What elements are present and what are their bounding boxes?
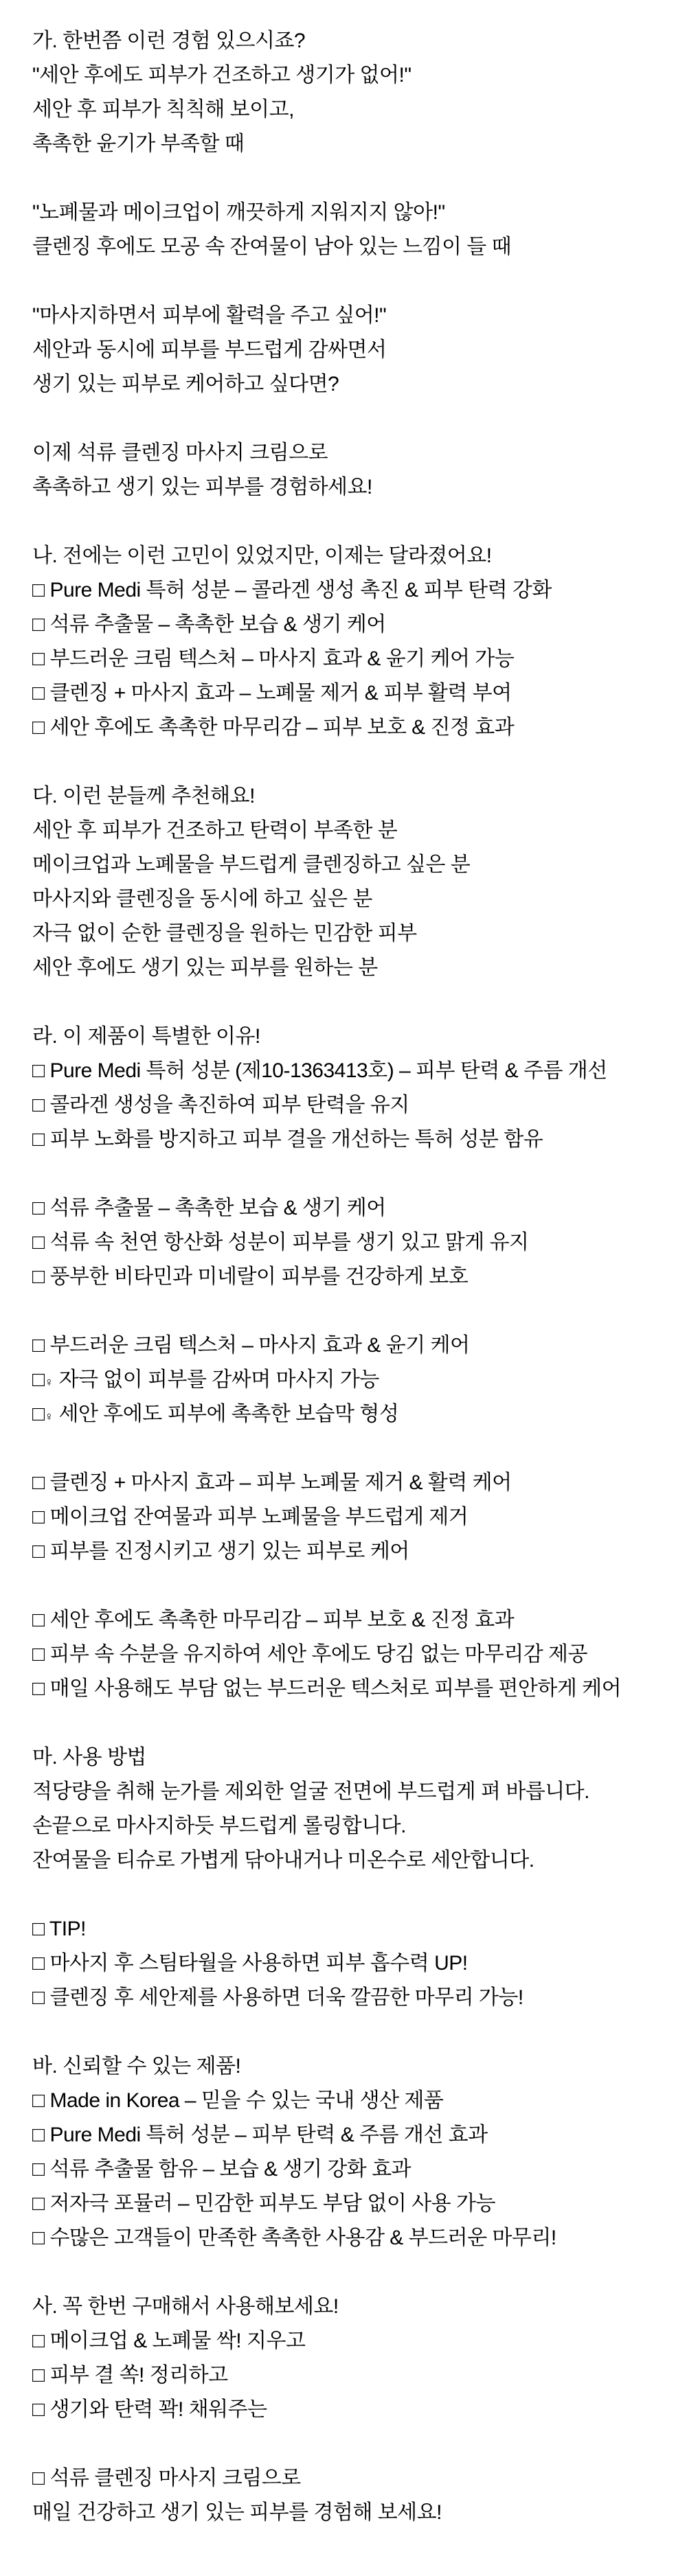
text-line: 마사지와 클렌징을 동시에 하고 싶은 분 [32, 888, 372, 910]
text-line: 손끝으로 마사지하듯 부드럽게 롤링합니다. [32, 1815, 406, 1837]
text-line: □ 석류 클렌징 마사지 크림으로 [32, 2467, 301, 2489]
text-line: 세안 후 피부가 건조하고 탄력이 부족한 분 [32, 819, 398, 842]
text-line: 바. 신뢰할 수 있는 제품! [32, 2055, 241, 2078]
text-line: 나. 전에는 이런 고민이 있었지만, 이제는 달라졌어요! [32, 544, 492, 567]
paragraph-block [32, 2049, 677, 2255]
text-line: □ 석류 추출물 – 촉촉한 보습 & 생기 케어 [32, 613, 386, 636]
text-line: 다. 이런 분들께 추천해요! [32, 785, 255, 807]
text-line: □ 세안 후에도 촉촉한 마무리감 – 피부 보호 & 진정 효과 [32, 1609, 515, 1631]
text-line: □ 마사지 후 스팀타월을 사용하면 피부 흡수력 UP! [32, 1952, 468, 1975]
text-line: 사. 꼭 한번 구매해서 사용해보세요! [32, 2295, 339, 2318]
text-line: □ 저자극 포뮬러 – 민감한 피부도 부담 없이 사용 가능 [32, 2192, 495, 2215]
paragraph-block [32, 24, 677, 161]
paragraph-block [32, 1912, 677, 2015]
text-line: "세안 후에도 피부가 건조하고 생기가 없어!" [32, 64, 412, 87]
paragraph-block [32, 779, 677, 985]
paragraph-block [32, 1020, 677, 1157]
paragraph-block [32, 299, 677, 402]
text-line: □ 부드러운 크림 텍스처 – 마사지 효과 & 윤기 케어 [32, 1334, 470, 1357]
text-line: 세안 후에도 생기 있는 피부를 원하는 분 [32, 956, 378, 979]
text-line: □ 콜라겐 생성을 촉진하여 피부 탄력을 유지 [32, 1094, 409, 1116]
text-line: □ 메이크업 잔여물과 피부 노폐물을 부드럽게 제거 [32, 1506, 469, 1528]
text-line: "마사지하면서 피부에 활력을 주고 싶어!" [32, 304, 387, 327]
text-line: 촉촉한 윤기가 부족할 때 [32, 133, 245, 155]
text-line: 메이크업과 노폐물을 부드럽게 클렌징하고 싶은 분 [32, 853, 471, 876]
text-line: □ 클렌징 + 마사지 효과 – 피부 노폐물 제거 & 활력 케어 [32, 1471, 512, 1494]
text-line: □♀ 자극 없이 피부를 감싸며 마사지 가능 [32, 1368, 379, 1391]
text-line: 적당량을 취해 눈가를 제외한 얼굴 전면에 부드럽게 펴 바릅니다. [32, 1780, 589, 1803]
text-line: 촉촉하고 생기 있는 피부를 경험하세요! [32, 476, 372, 498]
paragraph-block [32, 436, 677, 505]
paragraph-block [32, 1603, 677, 1706]
text-line: □ 피부 결 쏙! 정리하고 [32, 2364, 228, 2387]
text-line: □ 석류 추출물 – 촉촉한 보습 & 생기 케어 [32, 1197, 386, 1219]
text-line: 매일 건강하고 생기 있는 피부를 경험해 보세요! [32, 2501, 442, 2524]
text-line: □ Pure Medi 특허 성분 (제10-1363413호) – 피부 탄력 & 주름 개선 [32, 1059, 607, 1082]
paragraph-block [32, 539, 677, 745]
text-line: 마. 사용 방법 [32, 1746, 146, 1769]
text-line: □ 석류 추출물 함유 – 보습 & 생기 강화 효과 [32, 2158, 412, 2181]
paragraph-block [32, 1329, 677, 1431]
female-sign-glyph: ♀ [44, 1410, 54, 1423]
paragraph-block [32, 1740, 677, 1878]
text-line: 생기 있는 피부로 케어하고 싶다면? [32, 373, 339, 395]
text-line: 클렌징 후에도 모공 속 잔여물이 남아 있는 느낌이 들 때 [32, 235, 512, 258]
text-line: □ TIP! [32, 1918, 86, 1940]
text-line: □ 클렌징 + 마사지 효과 – 노폐물 제거 & 피부 활력 부여 [32, 682, 512, 704]
text-line: □ 피부 노화를 방지하고 피부 결을 개선하는 특허 성분 함유 [32, 1128, 543, 1151]
paragraph-block [32, 196, 677, 264]
text-line: 세안 후 피부가 칙칙해 보이고, [32, 98, 294, 121]
text-line: □ Pure Medi 특허 성분 – 피부 탄력 & 주름 개선 효과 [32, 2124, 488, 2146]
text-line: 세안과 동시에 피부를 부드럽게 감싸면서 [32, 338, 387, 361]
text-line: □ 풍부한 비타민과 미네랄이 피부를 건강하게 보호 [32, 1265, 469, 1288]
text-line: □ 생기와 탄력 꽉! 채워주는 [32, 2398, 267, 2421]
text-line: □ 피부 속 수분을 유지하여 세안 후에도 당김 없는 마무리감 제공 [32, 1643, 587, 1666]
text-line: □ 세안 후에도 촉촉한 마무리감 – 피부 보호 & 진정 효과 [32, 716, 515, 739]
text-line: □ 피부를 진정시키고 생기 있는 피부로 케어 [32, 1540, 409, 1563]
text-line: 자극 없이 순한 클렌징을 원하는 민감한 피부 [32, 922, 417, 945]
paragraph-block [32, 1191, 677, 1294]
paragraph-block [32, 1466, 677, 1569]
text-line: 라. 이 제품이 특별한 이유! [32, 1025, 260, 1048]
paragraph-block [32, 2461, 677, 2530]
text-line: □ 석류 속 천연 항산화 성분이 피부를 생기 있고 맑게 유지 [32, 1231, 529, 1254]
text-line: "노폐물과 메이크업이 깨끗하게 지워지지 않아!" [32, 201, 445, 224]
text-line: 가. 한번쯤 이런 경험 있으시죠? [32, 30, 306, 52]
text-line: □ 수많은 고객들이 만족한 촉촉한 사용감 & 부드러운 마무리! [32, 2227, 556, 2249]
paragraph-block [32, 2290, 677, 2427]
text-line: 잔여물을 티슈로 가볍게 닦아내거나 미온수로 세안합니다. [32, 1849, 534, 1872]
text-line: □ 메이크업 & 노폐물 싹! 지우고 [32, 2330, 306, 2352]
text-line: □ Made in Korea – 믿을 수 있는 국내 생산 제품 [32, 2089, 444, 2112]
female-sign-glyph: ♀ [44, 1375, 54, 1389]
text-line: □ Pure Medi 특허 성분 – 콜라겐 생성 촉진 & 피부 탄력 강화 [32, 579, 552, 601]
text-line: □ 부드러운 크림 텍스처 – 마사지 효과 & 윤기 케어 가능 [32, 647, 515, 670]
text-line: □ 클렌징 후 세안제를 사용하면 더욱 깔끔한 마무리 가능! [32, 1986, 523, 2009]
text-line: 이제 석류 클렌징 마사지 크림으로 [32, 441, 328, 464]
text-line: □ 매일 사용해도 부담 없는 부드러운 텍스처로 피부를 편안하게 케어 [32, 1677, 622, 1700]
text-line: □♀ 세안 후에도 피부에 촉촉한 보습막 형성 [32, 1403, 399, 1425]
